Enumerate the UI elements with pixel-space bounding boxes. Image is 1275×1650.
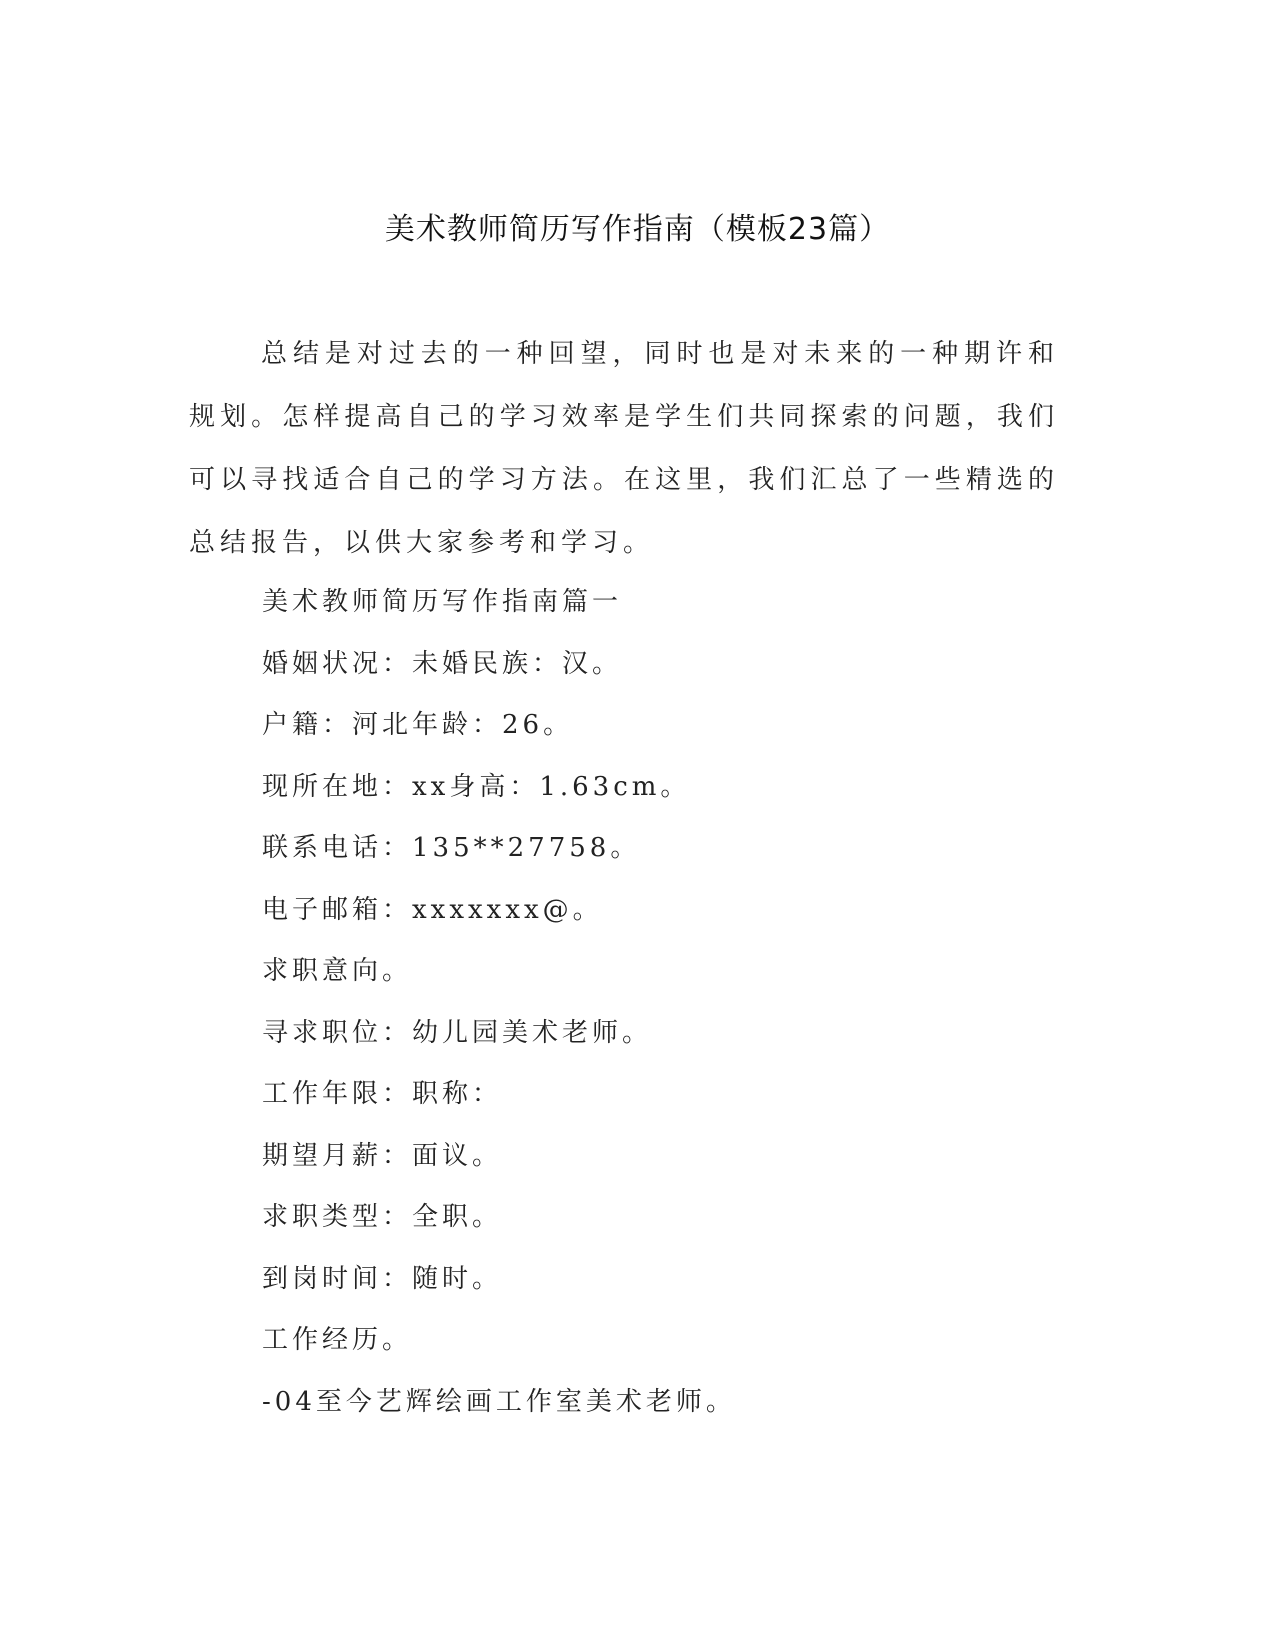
job-type-line: 求职类型：全职。: [262, 1202, 503, 1232]
document-title: 美术教师简历写作指南（模板23篇）: [384, 212, 891, 247]
phone-line: 联系电话：135**27758。: [262, 833, 641, 863]
availability-line: 到岗时间：随时。: [262, 1263, 503, 1294]
job-intention-heading: 求职意向。: [262, 956, 413, 986]
resume-lines: [262, 572, 1062, 1433]
intro-paragraph: 总结是对过去的一种回望，同时也是对未来的一种期许和规划。怎样提高自己的学习效率是学生们共同探索的问题，我们可以寻找适合自己的学习方法。在这里，我们汇总了一些精选的总结报告，以供大家参考和学习。: [189, 339, 1059, 558]
experience-title-line: 工作年限：职称：: [262, 1079, 503, 1109]
desired-position-line: 寻求职位：幼儿园美术老师。: [262, 1017, 653, 1048]
location-height-line: 现所在地：xx身高：1.63cm。: [262, 771, 691, 802]
expected-salary-line: 期望月薪：面议。: [262, 1140, 503, 1171]
email-line: 电子邮箱：xxxxxxx@。: [262, 894, 603, 925]
section-heading: 美术教师简历写作指南篇一: [262, 587, 623, 617]
hometown-age-line: 户籍：河北年龄：26。: [262, 710, 574, 740]
marital-ethnicity-line: 婚姻状况：未婚民族：汉。: [262, 648, 623, 679]
work-experience-entry: -04至今艺辉绘画工作室美术老师。: [262, 1386, 736, 1417]
work-experience-heading: 工作经历。: [262, 1325, 413, 1355]
